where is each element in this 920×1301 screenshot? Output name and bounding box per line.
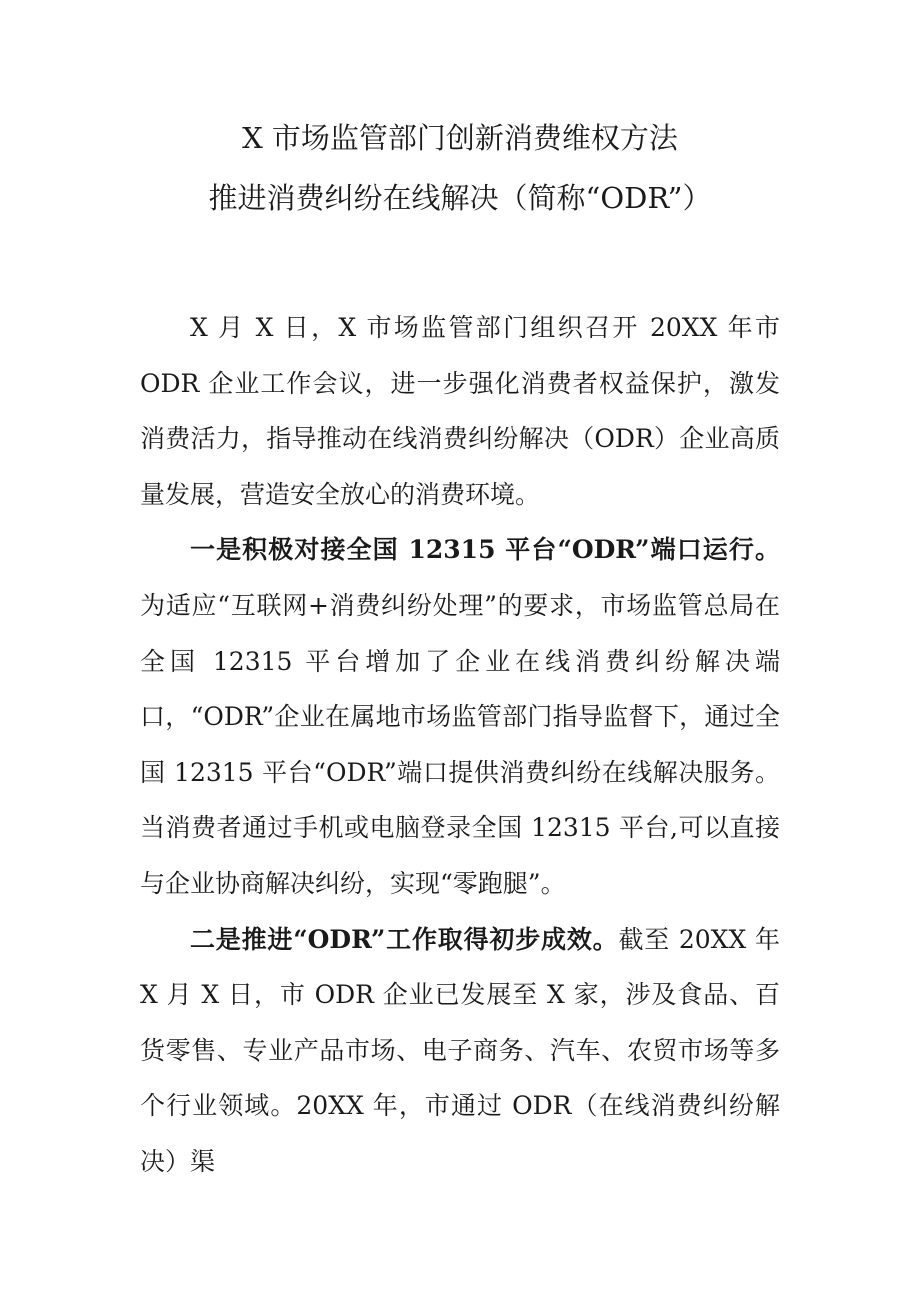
paragraph-intro [140,300,780,522]
paragraph-point-one-text: 为适应“互联网+消费纠纷处理”的要求，市场监管总局在全国 12315 平台增加了企业在线消费纠纷解决端口，“ODR”企业在属地市场监管部门指导监督下，通过全国 12315 平台“ODR”端口提供消费纠纷在线解决服务。当消费者通过手机或电脑登录全国 12315 平台,可以直接与企业协商解决纠纷，实现“零跑腿”。 [140,590,780,898]
document-title-line-2: 推进消费纠纷在线解决（简称“ODR”） [208,181,712,215]
paragraph-point-two-text: 截至 20XX 年 X 月 X 日，市 ODR 企业已发展至 X 家，涉及食品、百货零售、专业产品市场、电子商务、汽车、农贸市场等多个行业领域。20XX 年，市通过 ODR（在线消费纠纷解决）渠 [140,924,780,1176]
paragraph-intro-text: X 月 X 日，X 市场监管部门组织召开 20XX 年市 ODR 企业工作会议，进一步强化消费者权益保护，激发消费活力，指导推动在线消费纠纷解决（ODR）企业高质量发展，营造安全放心的消费环境。 [140,313,780,509]
paragraph-point-two [140,912,780,1190]
paragraph-point-one-lead: 一是积极对接全国 12315 平台“ODR”端口运行。 [190,535,780,565]
paragraph-point-one [140,522,780,911]
document-body [140,300,780,1190]
paragraph-point-two-lead: 二是推进“ODR”工作取得初步成效。 [190,924,619,954]
document-title-line-1: X 市场监管部门创新消费维权方法 [242,121,678,155]
